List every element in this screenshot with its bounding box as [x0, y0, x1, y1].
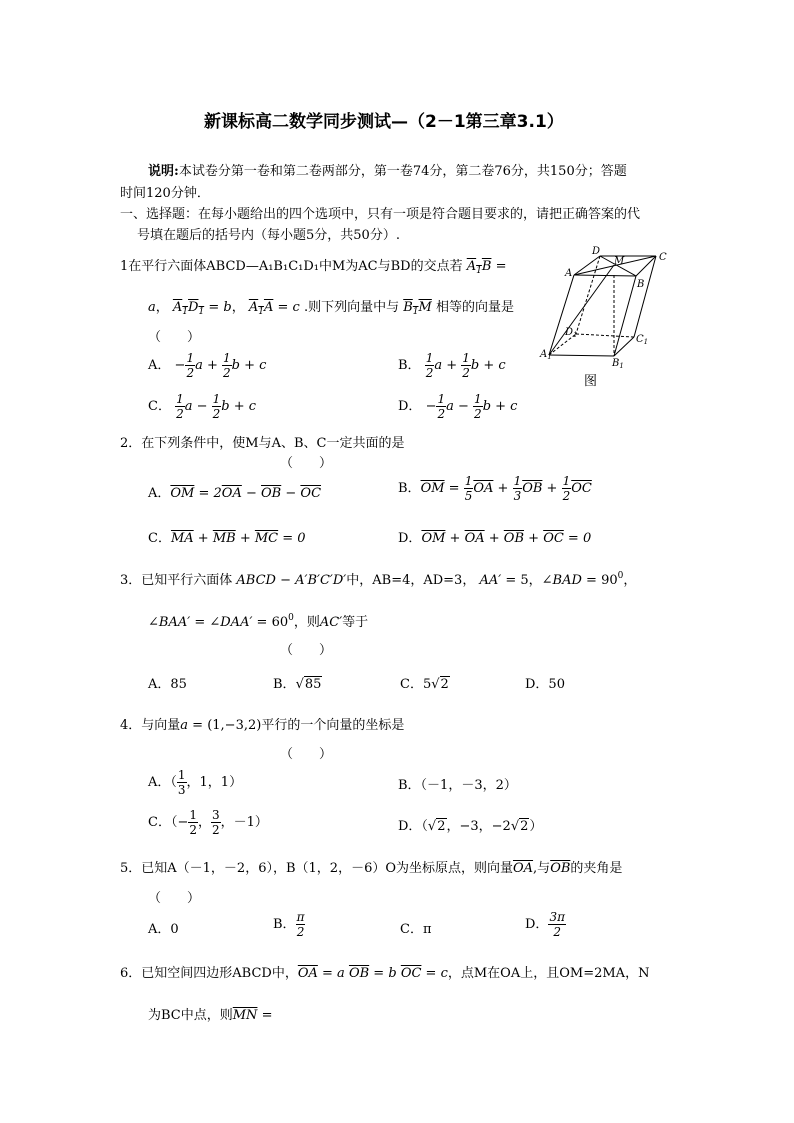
q5-option-a: A．0 [148, 922, 179, 937]
q5-option-d: D． $\frac{3\pi}{2}$ [525, 910, 565, 939]
q1-vec-a1b: $A_1B$ = [466, 259, 507, 276]
q3-stem: 3．已知平行六面体 ABCD − A′B′C′D′中，AB=4，AD=3， AA′ = 5，∠BAD = $90^0$， [120, 571, 637, 588]
q1-vec-a: a [148, 300, 156, 315]
q3-stem-text: 3．已知平行六面体 [120, 573, 233, 588]
q5-stem: 5．已知A（－1，－2，6），B（1，2，－6）O为坐标原点，则向量$\overline{OA}$,与$\overline{OB}$的夹角是 [120, 861, 623, 876]
q1-stem-line2: a， $A_1D_1 = b$， $A_1A = c$ .则下列向量中与 $B_1M$ 相等的向量是 [148, 300, 514, 317]
q1-option-a: A． − $\frac{1}{2}$ a + $\frac{1}{2}$ b + c [148, 351, 267, 380]
q6-line2-text: 为BC中点，则 [148, 1008, 233, 1023]
fig-label-a1: $A_1$ [540, 349, 552, 361]
fig-label-d1: $D_1$ [565, 327, 578, 339]
q3-option-c: C．5√2 [400, 677, 449, 692]
fig-label-c: C [659, 252, 667, 263]
figure-caption: 图 [584, 374, 598, 389]
fig-label-c1: $C_1$ [636, 334, 649, 346]
q1-vec-a1a: $A_1A$ [248, 300, 274, 317]
q1-option-c: C． $\frac{1}{2}$ a − $\frac{1}{2}$ b + c [148, 392, 257, 421]
fig-label-d: D [592, 246, 601, 257]
instructions-line2: 时间120分钟． [120, 186, 210, 201]
q1-stem-mid: .则下列向量中与 [303, 300, 400, 315]
q6-stem-text: 6．已知空间四边形ABCD中， [120, 966, 298, 981]
q2-option-c: C．$\overline{MA} + \overline{MB} + \overline{MC} = 0$ [148, 531, 306, 546]
instructions-label: 说明: [148, 164, 179, 179]
q1-vec-b1m: $B_1M$ [403, 300, 432, 317]
q4-option-b: B．（－1，－3，2） [398, 778, 517, 793]
section-heading-line2: 号填在题后的括号内（每小题5分，共50分）. [137, 228, 400, 243]
q1-option-c-label: C． [148, 399, 171, 414]
q4-option-c: C．（− $\frac{1}{2}$ ， $\frac{3}{2}$ ，－1） [148, 808, 268, 837]
q2-paren: （ ） [280, 456, 333, 471]
parallelepiped-figure [538, 245, 678, 385]
q4-stem-text: 4．与向量 [120, 718, 181, 733]
q1-stem-text: 1在平行六面体ABCD—A₁B₁C₁D₁中M为AC与BD的交点若 [120, 259, 463, 274]
fig-label-a: A [565, 268, 573, 279]
q6-stem-tail: ，点M在OA上，且OM=2MA，N [447, 966, 650, 981]
fig-label-b: B [637, 279, 645, 290]
q5-option-c: C．π [400, 922, 432, 937]
q5-option-b: B． $\frac{\pi}{2}$ [273, 910, 305, 939]
section-heading: 一、选择题：在每小题给出的四个选项中，只有一项是符合题目要求的，请把正确答案的代 [120, 207, 641, 222]
q1-stem [120, 255, 506, 276]
q2-option-a: A．$\overline{OM} = 2\overline{OA} - \overline{OB} - \overline{OC}$ [148, 486, 322, 501]
q2-option-d: D．$\overline{OM} + \overline{OA} + \overline{OB} + \overline{OC} = 0$ [398, 531, 592, 546]
q1-vec-a1d1: $A_1D_1$ [172, 300, 205, 317]
q4-paren: （ ） [280, 747, 333, 762]
q4-option-d: D．（√2，−3，−2√2） [398, 819, 543, 834]
q1-option-b-label: B． [398, 358, 421, 373]
q5-paren: （ ） [148, 891, 201, 906]
q1-option-a-label: A． [148, 358, 171, 373]
q1-paren: （ ） [148, 330, 201, 345]
q1-option-d: D． − $\frac{1}{2}$ a − $\frac{1}{2}$ b + c [398, 392, 518, 421]
instructions [148, 160, 627, 179]
q4-stem: 4．与向量a = (1,−3,2)平行的一个向量的坐标是 [120, 718, 405, 733]
q4-option-a: A．（ $\frac{1}{3}$ ，1，1） [148, 768, 243, 797]
q3-paren: （ ） [280, 643, 333, 658]
q1-option-d-label: D． [398, 399, 422, 414]
q5-stem-tail: 的夹角是 [570, 861, 623, 876]
instructions-text: 本试卷分第一卷和第二卷两部分，第一卷74分，第二卷76分，共150分；答题 [178, 164, 627, 179]
q2-option-b: B．$\overline{OM}$ = $\frac{1}{5}$ $\overline{OA}$ + $\frac{1}{3}$ $\overline{OB}$ + $\frac{1}{2}$ $\overline{OC}$ [398, 474, 592, 503]
q5-stem-text: 5．已知A（－1，－2，6），B（1，2，－6）O为坐标原点，则向量 [120, 861, 513, 876]
q6-stem-line2: 为BC中点，则$\overline{MN}$ = [148, 1008, 273, 1023]
q6-stem: 6．已知空间四边形ABCD中，$\overline{OA} = a$ $\overline{OB} = b$ $\overline{OC} = c$，点M在OA上，且OM=2MA，N [120, 966, 650, 981]
fig-label-m: M [614, 256, 625, 267]
q3-option-d: D．50 [525, 677, 565, 692]
q3-option-a: A．85 [148, 677, 187, 692]
fig-label-b1: $B_1$ [612, 358, 624, 370]
q3-option-b: B．√85 [273, 677, 322, 692]
q1-stem-end: 相等的向量是 [435, 300, 514, 315]
q2-stem: 2．在下列条件中，使M与A、B、C一定共面的是 [120, 436, 405, 451]
page-title: 新课标高二数学同步测试—（2－1第三章3.1） [204, 112, 564, 132]
q3-stem-line2: ∠BAA′ = ∠DAA′ = $60^0$，则AC′等于 [148, 613, 369, 630]
q4-stem-tail: 平行的一个向量的坐标是 [261, 718, 405, 733]
q1-option-b: B． $\frac{1}{2}$ a + $\frac{1}{2}$ b + c [398, 351, 506, 380]
